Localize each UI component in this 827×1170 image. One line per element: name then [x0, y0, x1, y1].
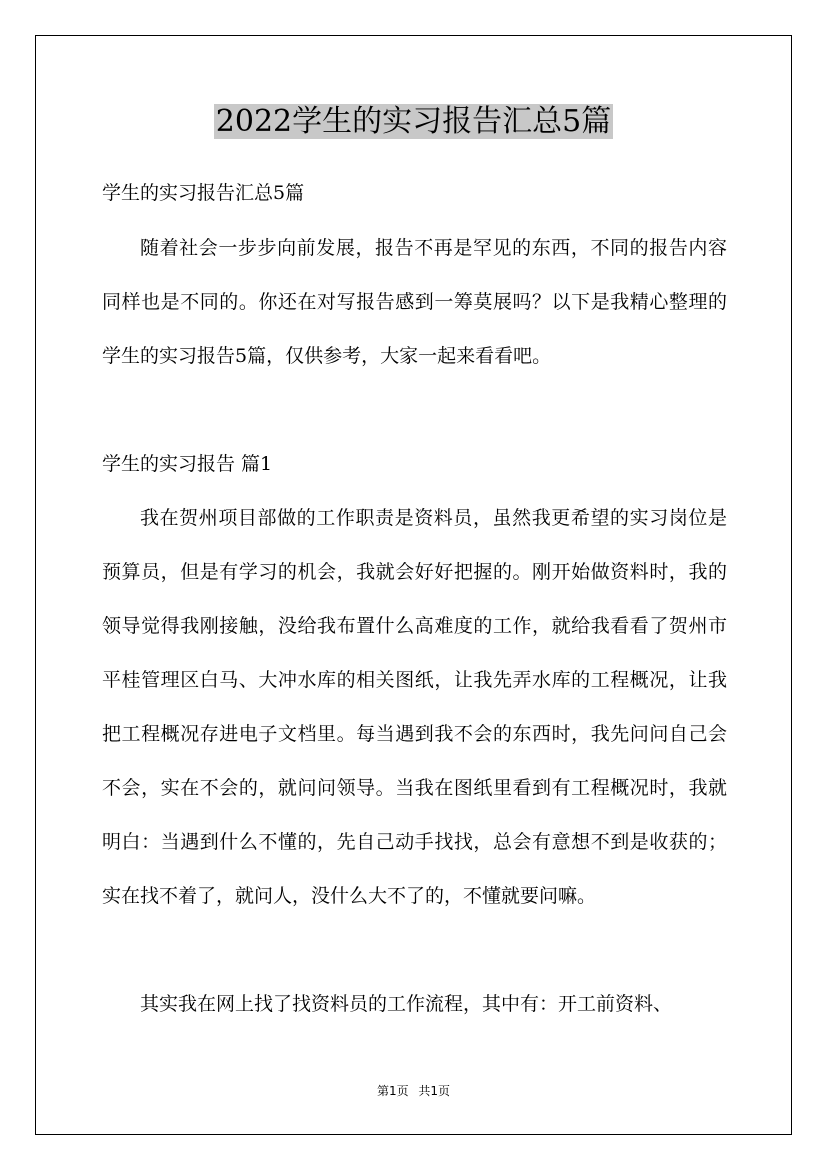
- section-1-paragraph-2: 其实我在网上找了找资料员的工作流程，其中有：开工前资料、: [140, 993, 673, 1015]
- section-1-heading: 学生的实习报告 篇1: [102, 453, 273, 475]
- section-1-paragraph-1: 我在贺州项目部做的工作职责是资料员，虽然我更希望的实习岗位是预算员，但是有学习的机会，我就会好好把握的。刚开始做资料时，我的领导觉得我刚接触，没给我布置什么高难度的工作，就给我看看了贺州市平桂管理区白马、大冲水库的相关图纸，让我先弄水库的工程概况，让我把工程概况存进电子文档里。每当遇到我不会的东西时，我先问问自己会不会，实在不会的，就问问领导。当我在图纸里看到有工程概况时，我就明白：当遇到什么不懂的，先自己动手找找，总会有意想不到是收获的；实在找不着了，就问人，没什么大不了的，不懂就要问嘛。: [102, 507, 727, 907]
- intro-paragraph: 随着社会一步步向前发展，报告不再是罕见的东西，不同的报告内容同样也是不同的。你还在对写报告感到一筹莫展吗？以下是我精心整理的学生的实习报告5篇，仅供参考，大家一起来看看吧。: [102, 237, 727, 367]
- page-number-footer: 第1页 共1页: [376, 1084, 451, 1098]
- document-title-text: 2022学生的实习报告汇总5篇: [215, 104, 612, 139]
- document-title: [0, 100, 827, 144]
- document-subtitle: 学生的实习报告汇总5篇: [102, 182, 305, 204]
